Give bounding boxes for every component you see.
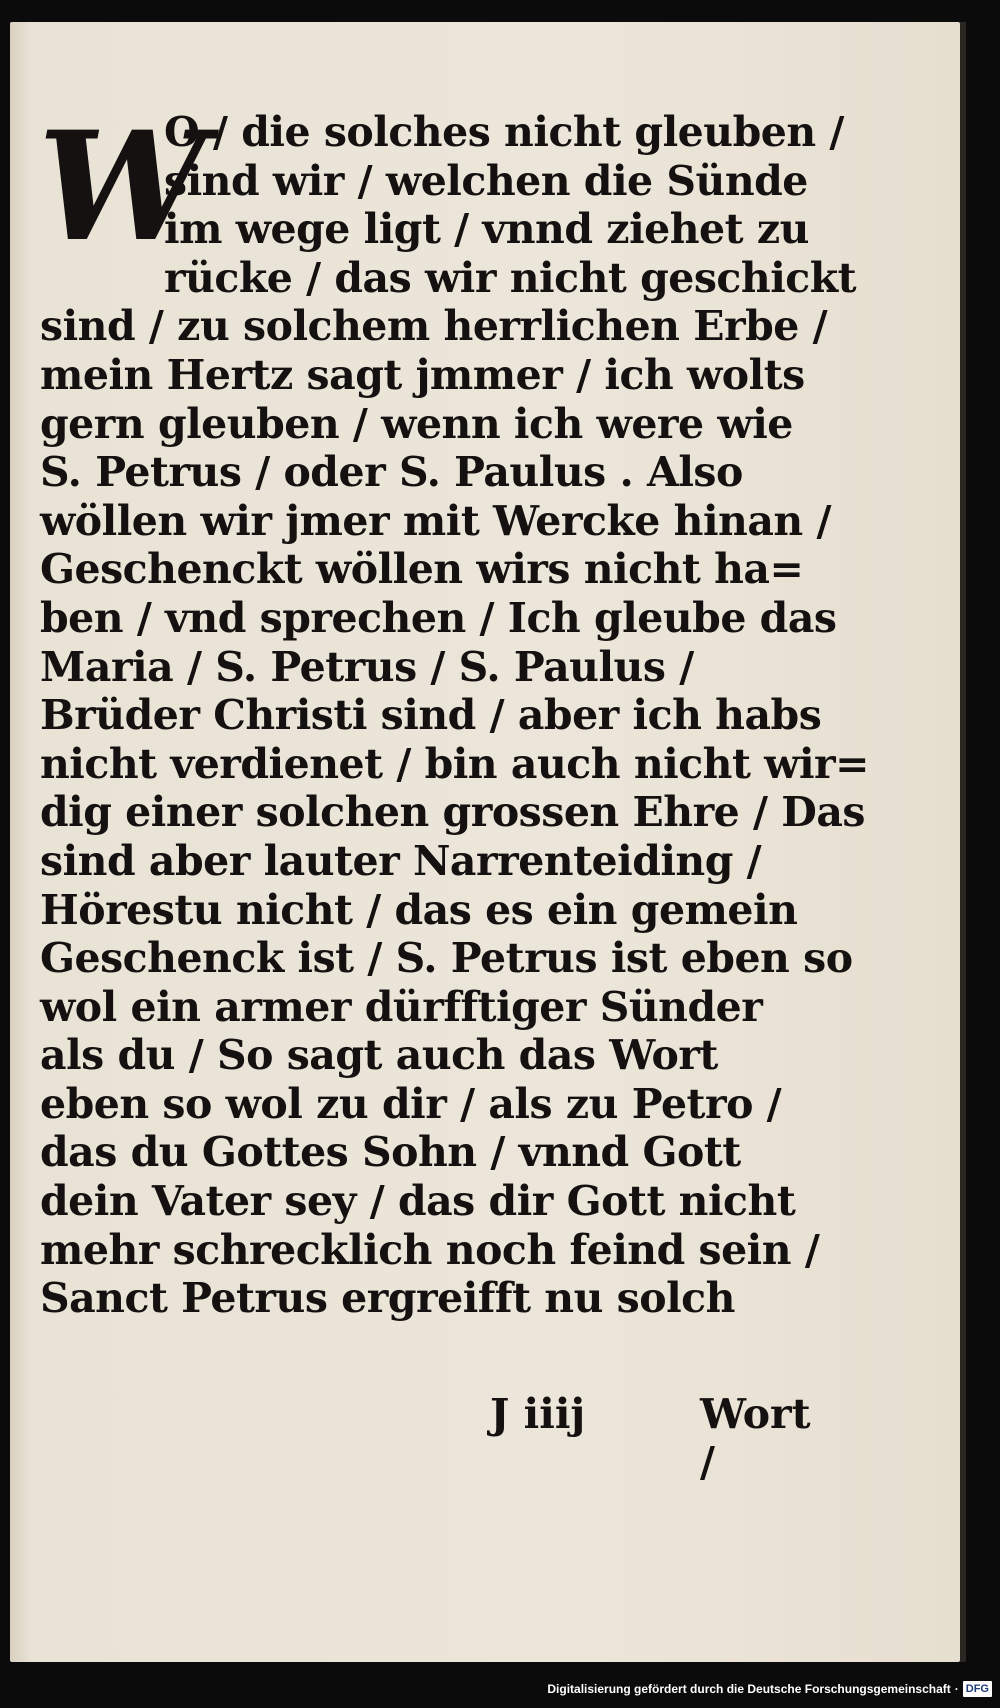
text-line: gern gleuben / wenn ich were wie [40, 399, 793, 448]
body-text [38, 99, 870, 1323]
text-line: Sanct Petrus ergreifft nu solch [40, 1274, 735, 1323]
text-line: sind / zu solchem herrlichen Erbe / [40, 302, 828, 351]
text-line: im wege ligt / vnnd ziehet zu [164, 205, 809, 254]
text-line: nicht verdienet / bin auch nicht wir= [40, 739, 870, 788]
credit-separator: · [954, 1682, 959, 1696]
page-edge [960, 22, 966, 1662]
text-line: dein Vater sey / das dir Gott nicht [40, 1177, 796, 1226]
text-line: sind wir / welchen die Sünde [164, 156, 808, 205]
text-line: ben / vnd sprechen / Ich gleube das [40, 593, 837, 642]
text-line: S. Petrus / oder S. Paulus . Also [40, 448, 743, 497]
decorated-initial: W [38, 99, 207, 275]
dfg-logo: DFG [963, 1681, 992, 1697]
text-line: wöllen wir jmer mit Wercke hinan / [40, 496, 831, 545]
text-line: sind aber lauter Narrenteiding / [40, 836, 762, 885]
text-line: das du Gottes Sohn / vnnd Gott [40, 1128, 741, 1177]
text-line: mein Hertz sagt jmmer / ich wolts [40, 350, 805, 399]
credit-text: Digitalisierung gefördert durch die Deutsche Forschungsgemeinschaft [547, 1682, 951, 1696]
text-line: als du / So sagt auch das Wort [40, 1031, 718, 1080]
text-line: eben so wol zu dir / als zu Petro / [40, 1079, 782, 1128]
digitization-credit [547, 1678, 992, 1700]
text-line: dig einer solchen grossen Ehre / Das [40, 788, 865, 837]
text-line: mehr schrecklich noch feind sein / [40, 1225, 820, 1274]
text-line: Geschenckt wöllen wirs nicht ha= [40, 545, 804, 594]
text-line: Hörestu nicht / das es ein gemein [40, 885, 798, 934]
text-line: wol ein armer dürfftiger Sünder [40, 982, 763, 1031]
text-line: O / die solches nicht gleuben / [164, 108, 844, 156]
signature-mark: J iiij [490, 1390, 586, 1438]
text-line: Geschenck ist / S. Petrus ist eben so [40, 934, 853, 983]
text-line: rücke / das wir nicht geschickt [164, 253, 857, 302]
text-line: Brüder Christi sind / aber ich habs [40, 691, 822, 740]
text-line: Maria / S. Petrus / S. Paulus / [40, 642, 694, 691]
catchword: Wort / [700, 1390, 811, 1486]
